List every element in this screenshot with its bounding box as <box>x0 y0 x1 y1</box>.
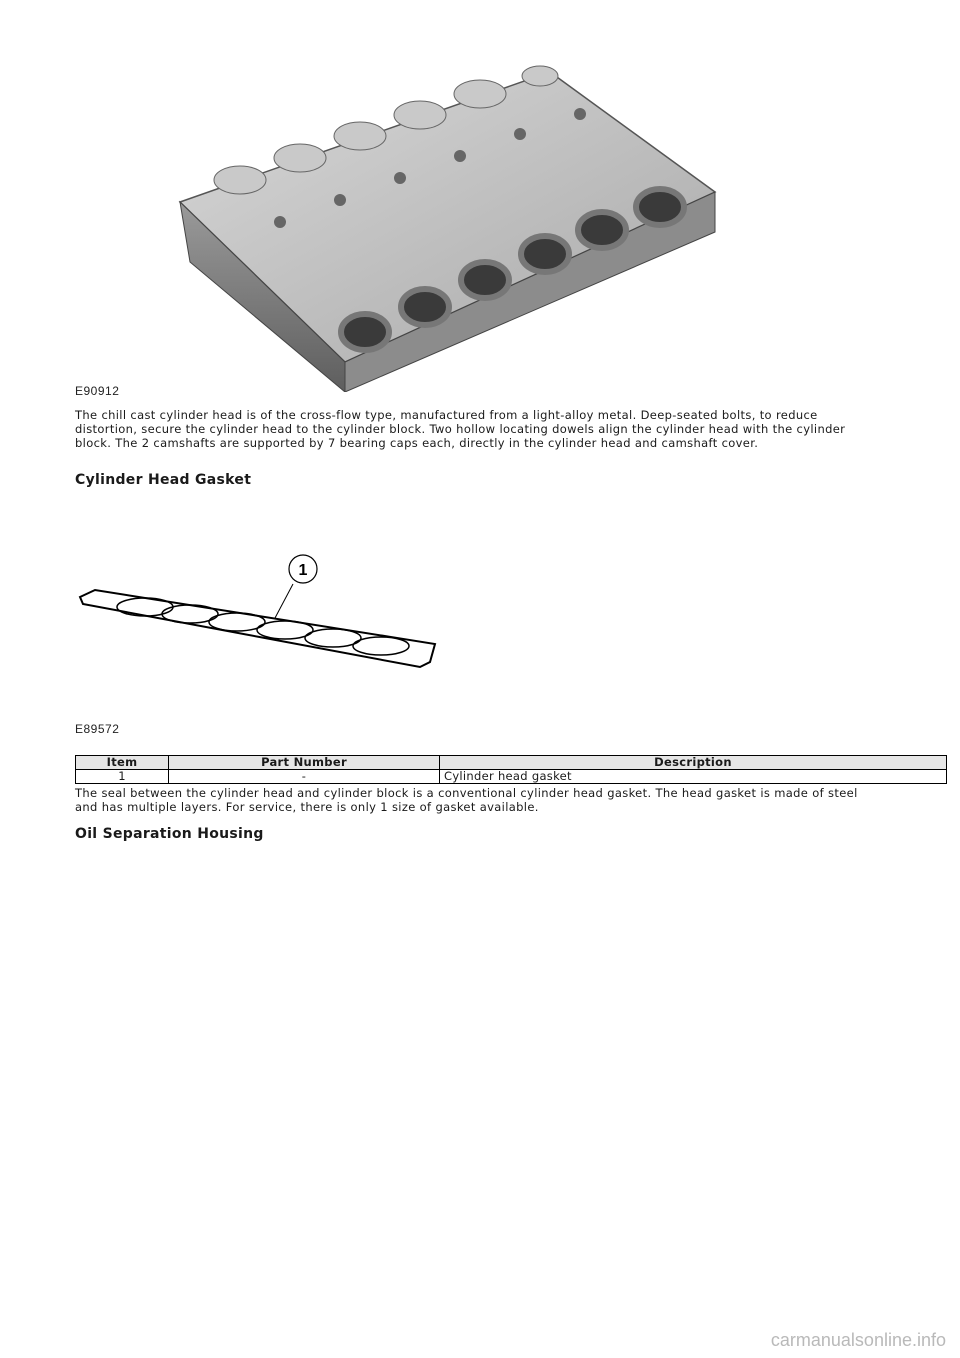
figure-id-e89572: E89572 <box>75 722 120 736</box>
column-item: Item <box>76 756 169 770</box>
parts-table-header <box>76 756 947 770</box>
cylinder-head-description: The chill cast cylinder head is of the cross-flow type, manufactured from a light-alloy metal. Deep-seated bolts, to reduce distortion, secure the cylinder head to the cylinder block. Two hollow locating dowels align the cylinder head with the cylinder block. The 2 camshafts are supported by 7 bearing caps each, directly in the cylinder head and camshaft cover. <box>75 408 846 450</box>
cell-part-number: - <box>169 770 440 784</box>
gasket-drawing <box>75 552 440 672</box>
parts-table <box>75 755 947 784</box>
column-part-number: Part Number <box>169 756 440 770</box>
cell-description: Cylinder head gasket <box>440 770 947 784</box>
gasket-description: The seal between the cylinder head and cylinder block is a conventional cylinder head gasket. The head gasket is made of steel and has multiple layers. For service, there is only 1 size of gasket available. <box>75 786 858 814</box>
table-row <box>76 770 947 784</box>
column-description: Description <box>440 756 947 770</box>
cell-item: 1 <box>76 770 169 784</box>
cylinder-head-gasket-heading: Cylinder Head Gasket <box>75 472 252 488</box>
watermark: carmanualsonline.info <box>770 1330 946 1350</box>
oil-separation-housing-heading: Oil Separation Housing <box>75 826 264 842</box>
gasket-callout-1: 1 <box>298 562 308 579</box>
cylinder-head-drawing <box>170 62 730 392</box>
cylinder-head-gasket-illustration <box>75 552 440 672</box>
figure-id-e90912: E90912 <box>75 384 120 398</box>
cylinder-head-illustration <box>170 62 730 392</box>
